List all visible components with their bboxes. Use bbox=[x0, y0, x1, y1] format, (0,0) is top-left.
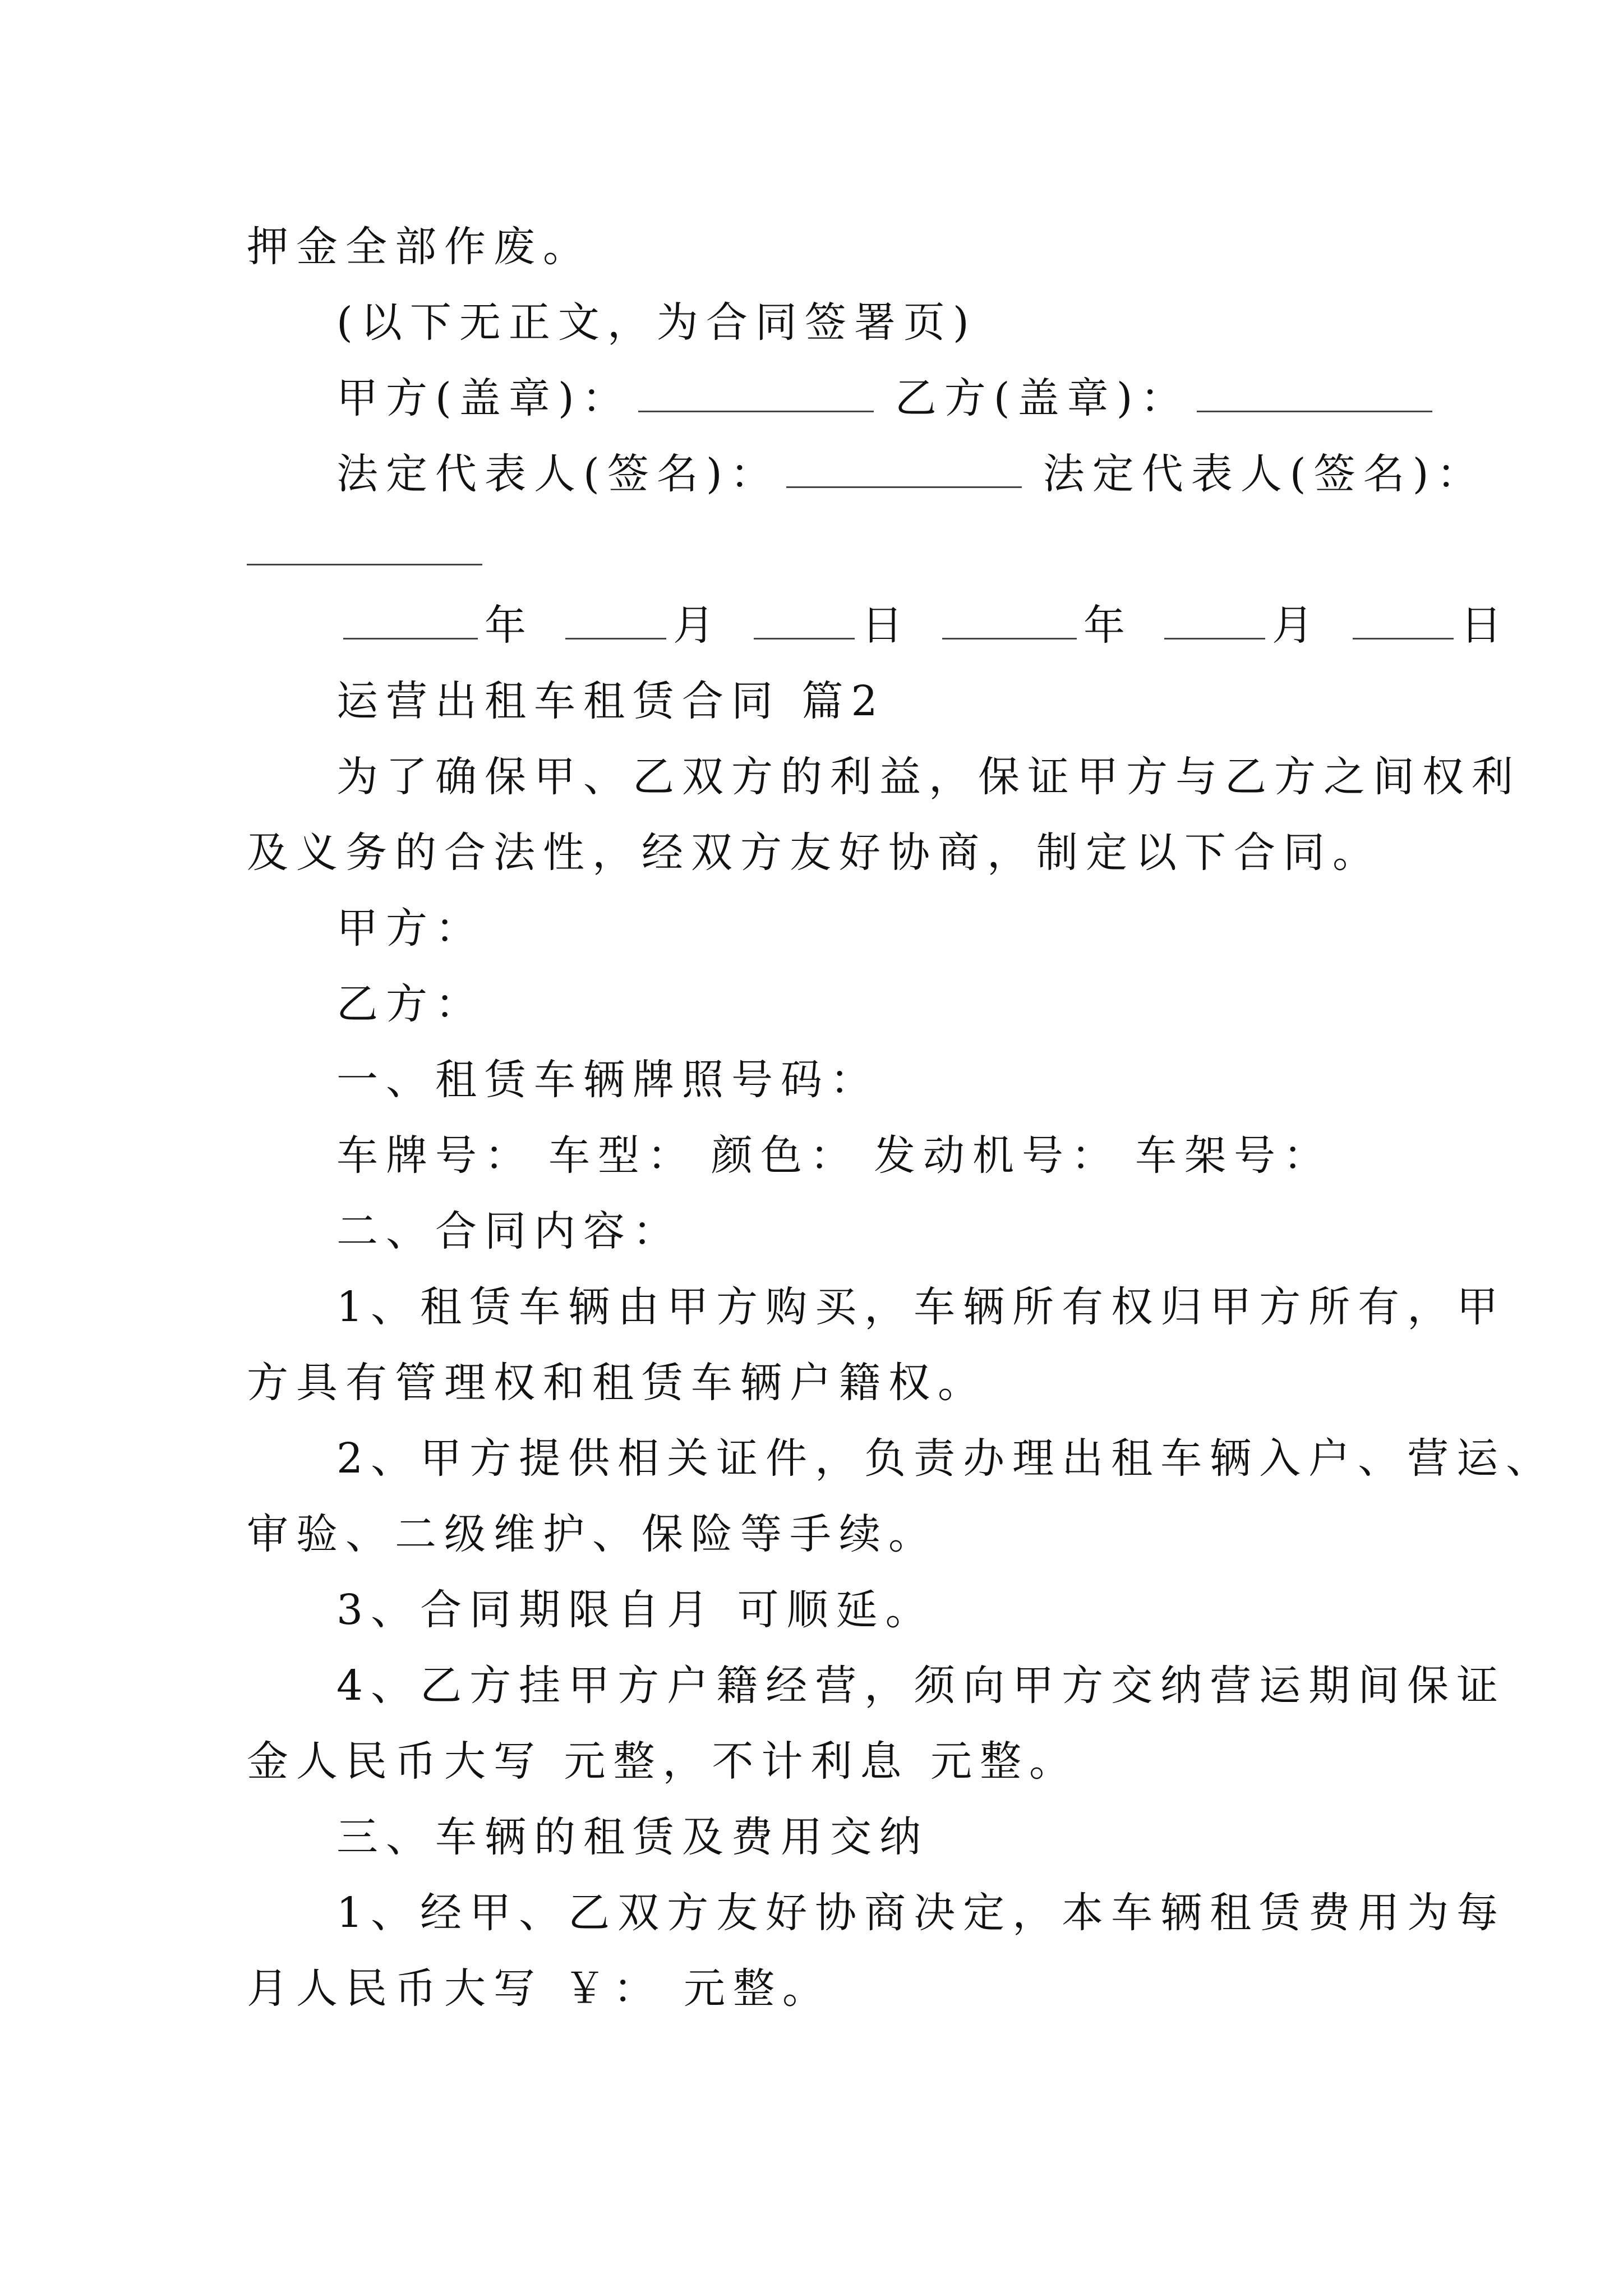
plate-number-label: 车牌号： bbox=[336, 1131, 534, 1180]
party-b-representative-blank bbox=[247, 564, 482, 565]
item-4-line-2: 金人民币大写 元整，不计利息 元整。 bbox=[247, 1737, 1079, 1786]
signature-row-representative bbox=[336, 446, 1486, 502]
date-year-blank-a bbox=[343, 603, 478, 639]
intro-paragraph-line-2: 及义务的合法性，经双方友好协商，制定以下合同。 bbox=[247, 829, 1382, 877]
section-heading-contract-2: 运营出租车租赁合同 篇2 bbox=[336, 677, 886, 725]
date-day-blank-b bbox=[1353, 603, 1454, 639]
date-month-blank-a bbox=[565, 603, 666, 639]
frame-number-label: 车架号： bbox=[1135, 1131, 1332, 1180]
date-year-label-b: 年 bbox=[1083, 601, 1133, 650]
party-a-representative-label: 法定代表人(签名)： bbox=[336, 450, 780, 498]
section-2-heading: 二、合同内容： bbox=[336, 1207, 682, 1255]
date-month-blank-b bbox=[1164, 603, 1265, 639]
item-1-line-1: 1、租赁车辆由甲方购买，车辆所有权归甲方所有，甲 bbox=[336, 1283, 1506, 1331]
party-b-seal-blank bbox=[1197, 376, 1432, 412]
paragraph-deposit-void: 押金全部作废。 bbox=[247, 223, 592, 271]
no-text-notice: (以下无正文，为合同签署页) bbox=[336, 298, 977, 347]
vehicle-color-label: 颜色： bbox=[711, 1131, 859, 1180]
item-2-line-1: 2、甲方提供相关证件，负责办理出租车辆入户、营运、 bbox=[336, 1434, 1556, 1483]
vehicle-fields-row bbox=[336, 1128, 1332, 1184]
date-month-label-b: 月 bbox=[1272, 601, 1321, 650]
party-b-label: 乙方： bbox=[336, 980, 485, 1028]
date-month-label-a: 月 bbox=[673, 601, 722, 650]
date-row bbox=[336, 597, 1510, 654]
party-b-representative-label: 法定代表人(签名)： bbox=[1043, 450, 1486, 498]
date-day-label-a: 日 bbox=[861, 601, 911, 650]
date-year-label-a: 年 bbox=[485, 601, 534, 650]
date-day-blank-a bbox=[754, 603, 855, 639]
section-3-heading: 三、车辆的租赁及费用交纳 bbox=[336, 1813, 929, 1861]
engine-number-label: 发动机号： bbox=[874, 1131, 1121, 1180]
signature-row-seal bbox=[336, 370, 1439, 426]
item-3: 3、合同期限自月 可顺延。 bbox=[336, 1586, 935, 1634]
item-4-line-1: 4、乙方挂甲方户籍经营，须向甲方交纳营运期间保证 bbox=[336, 1662, 1506, 1710]
vehicle-model-label: 车型： bbox=[548, 1131, 697, 1180]
party-b-seal-label: 乙方(盖章)： bbox=[895, 374, 1190, 422]
party-a-seal-blank bbox=[638, 376, 874, 412]
party-a-seal-label: 甲方(盖章)： bbox=[336, 374, 631, 422]
intro-paragraph-line-1: 为了确保甲、乙双方的利益，保证甲方与乙方之间权利 bbox=[336, 753, 1521, 801]
section-1-heading: 一、租赁车辆牌照号码： bbox=[336, 1056, 879, 1104]
party-a-representative-blank bbox=[786, 452, 1022, 488]
item-1-line-2: 方具有管理权和租赁车辆户籍权。 bbox=[247, 1359, 987, 1407]
date-day-label-b: 日 bbox=[1460, 601, 1510, 650]
item-2-line-2: 审验、二级维护、保险等手续。 bbox=[247, 1510, 938, 1558]
party-a-label: 甲方： bbox=[336, 904, 485, 953]
section-3-item-1-line-1: 1、经甲、乙双方友好协商决定，本车辆租赁费用为每 bbox=[336, 1889, 1506, 1937]
date-year-blank-b bbox=[942, 603, 1077, 639]
section-3-item-1-line-2: 月人民币大写 ￥： 元整。 bbox=[247, 1964, 832, 2013]
